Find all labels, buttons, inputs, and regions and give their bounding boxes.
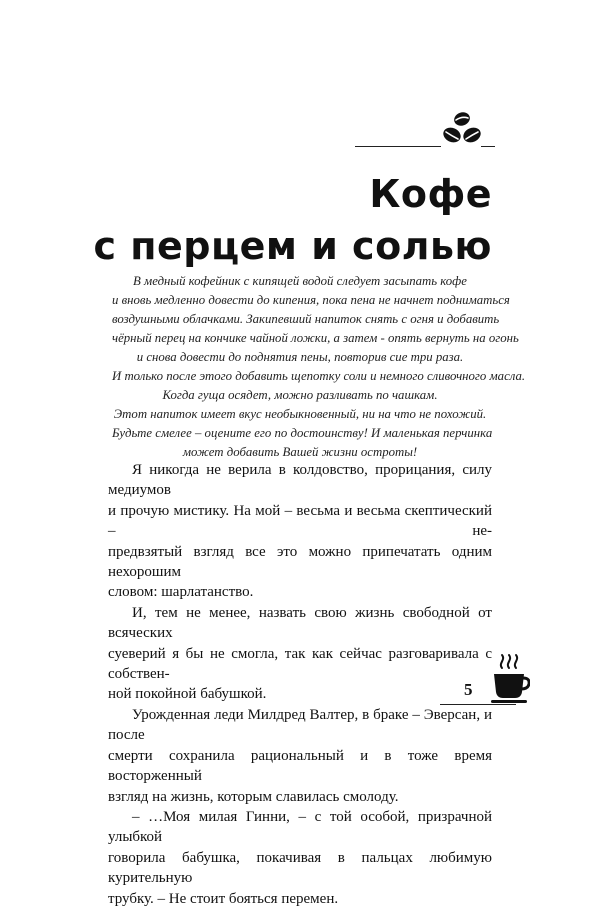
ornament-rule-left <box>355 146 441 147</box>
epigraph <box>112 272 526 462</box>
body-line: смерти сохранила рациональный и в тоже время восторженный <box>108 747 492 785</box>
paragraph <box>108 603 492 705</box>
epigraph-line: воздушными облачками. Закипевший напиток снять с огня и добавить <box>112 312 500 326</box>
epigraph-line: Когда гуща осядет, можно разливать по чашкам. <box>162 388 438 402</box>
epigraph-line: Этот напиток имеет вкус необыкновенный, ни на что не похожий. <box>113 407 487 421</box>
page-number: 5 <box>464 680 473 699</box>
body-line: суеверий я бы не смогла, так как сейчас разговаривала с собствен- <box>108 645 492 683</box>
body-line: словом: шарлатанство. <box>108 584 254 601</box>
chapter-title-line-1: Кофе <box>369 172 492 216</box>
body-text <box>108 460 492 909</box>
page-footer <box>440 652 540 712</box>
chapter-title-line-2: с перцем и солью <box>93 224 492 268</box>
ornament-rule-right <box>481 146 495 147</box>
epigraph-line: может добавить Вашей жизни остроты! <box>182 445 418 459</box>
body-line: говорила бабушка, покачивая в пальцах любимую курительную <box>108 849 492 887</box>
footer-rule <box>440 704 516 705</box>
epigraph-line: и снова довести до поднятия пены, повторив сие три раза. <box>136 350 464 364</box>
chapter-title <box>93 168 492 272</box>
epigraph-line: Будьте смелее – оцените его по достоинству! И маленькая перчинка <box>112 426 493 440</box>
paragraph <box>108 705 492 807</box>
body-line: предвзятый взгляд все это можно припечатать одним нехорошим <box>108 543 492 581</box>
body-line: И, тем не менее, назвать свою жизнь свободной от всяческих <box>108 604 492 642</box>
epigraph-line: В медный кофейник с кипящей водой следует засыпать кофе <box>133 274 467 288</box>
body-line: взгляд на жизнь, которым славилась смолоду. <box>108 788 399 805</box>
epigraph-line: и вновь медленно довести до кипения, пока пена не начнет подниматься <box>112 293 510 307</box>
coffee-cup-icon <box>490 652 530 706</box>
epigraph-line: чёрный перец на кончике чайной ложки, а затем - опять вернуть на огонь <box>112 331 519 345</box>
paragraph <box>108 460 492 603</box>
body-line: Урожденная леди Милдред Валтер, в браке – Эверсан, и после <box>108 706 492 744</box>
epigraph-line: И только после этого добавить щепотку соли и немного сливочного масла. <box>112 369 526 383</box>
chapter-ornament <box>355 108 495 152</box>
body-line: ной покойной бабушкой. <box>108 686 267 703</box>
body-line: – …Моя милая Гинни, – с той особой, призрачной улыбкой <box>108 808 492 846</box>
body-line: и прочую мистику. На мой – весьма и весьма скептический – не- <box>108 502 492 540</box>
paragraph <box>108 807 492 909</box>
body-line: трубку. – Не стоит бояться перемен. <box>108 890 339 907</box>
coffee-beans-icon <box>441 110 483 148</box>
body-line: Я никогда не верила в колдовство, прорицания, силу медиумов <box>108 462 492 499</box>
